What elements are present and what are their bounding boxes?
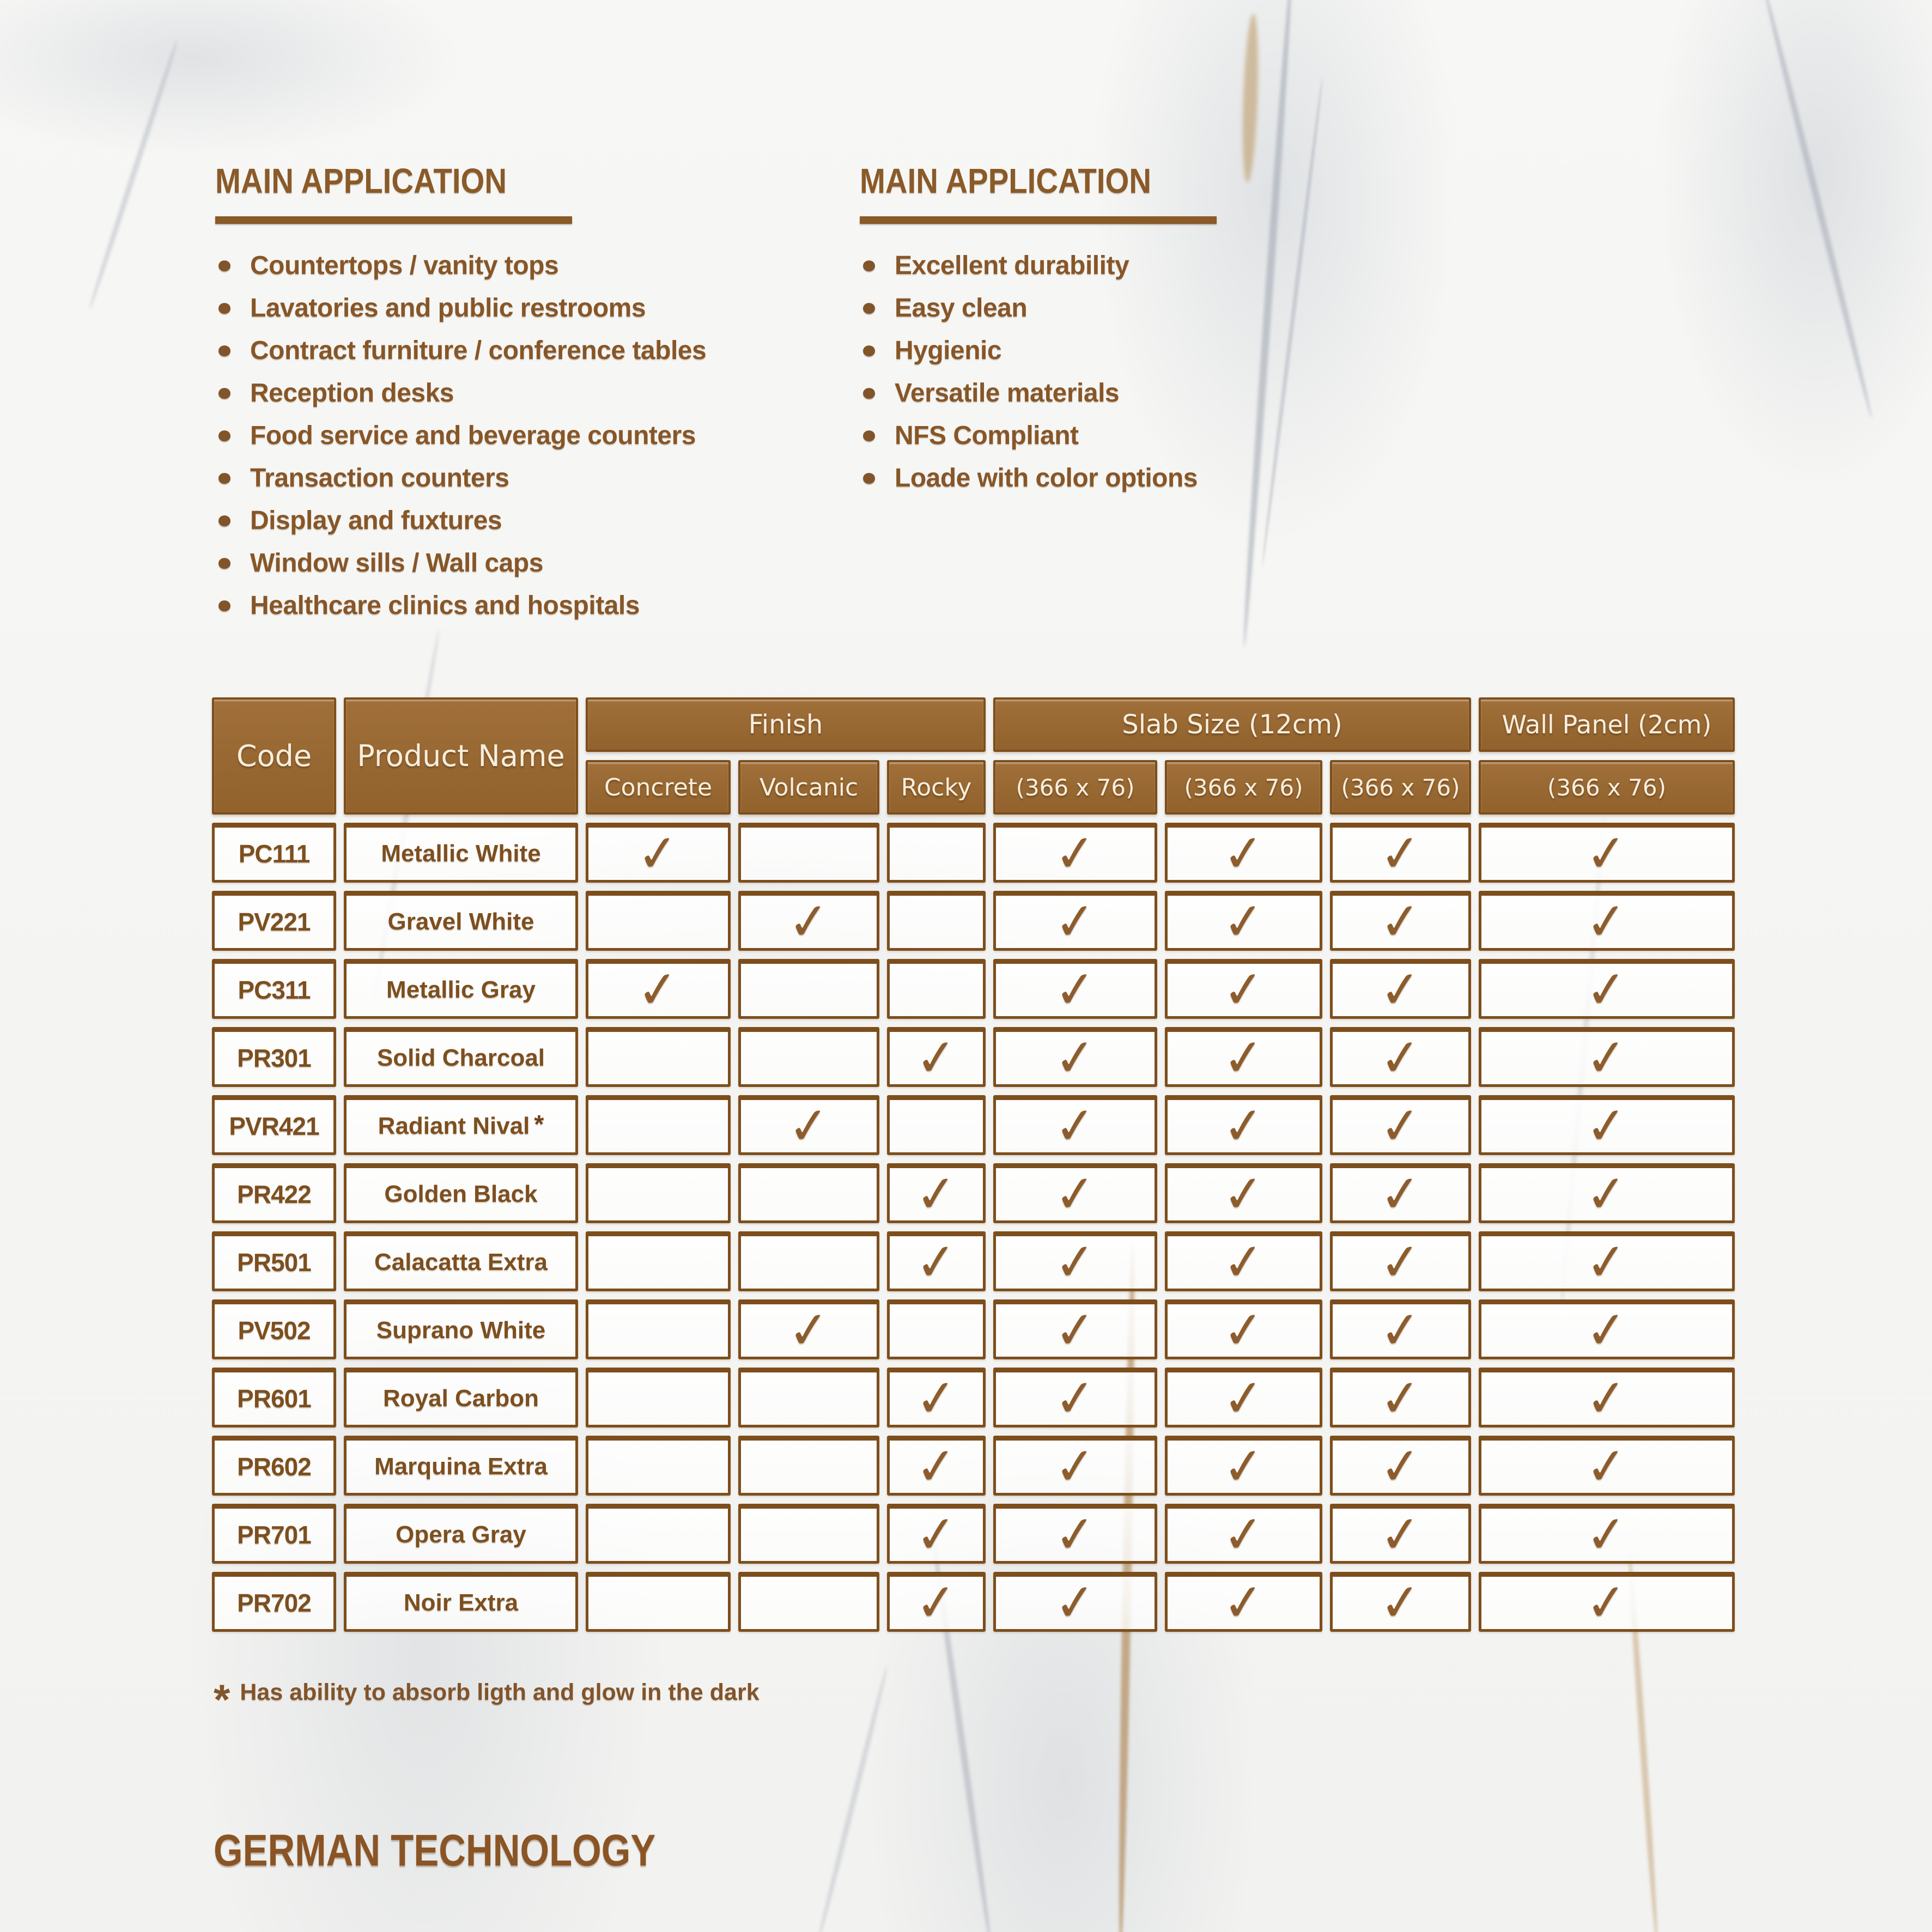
checkmark-icon: ✓ bbox=[1052, 1163, 1099, 1225]
checkmark-icon: ✓ bbox=[1377, 890, 1424, 953]
checkmark-icon: ✓ bbox=[1583, 1571, 1631, 1634]
check-cell-slab-3 bbox=[1330, 1027, 1471, 1087]
checkmark-icon: ✓ bbox=[1377, 958, 1424, 1021]
check-cell-slab-3 bbox=[1330, 1572, 1471, 1632]
check-cell-rocky bbox=[887, 1299, 986, 1359]
left-panel-title: MAIN APPLICATION bbox=[215, 161, 507, 201]
bullet-dot-icon bbox=[863, 430, 875, 441]
application-list-item bbox=[860, 422, 1486, 449]
checkmark-icon: ✓ bbox=[1583, 1503, 1631, 1566]
check-cell-volcanic bbox=[738, 1299, 879, 1362]
bullet-dot-icon bbox=[218, 303, 230, 314]
check-cell-wall-panel bbox=[1479, 823, 1735, 883]
right-application-list bbox=[860, 252, 1486, 491]
check-cell-wall-panel bbox=[1479, 1027, 1735, 1087]
check-cell-wall-panel bbox=[1479, 1299, 1735, 1362]
checkmark-icon: ✓ bbox=[1583, 1026, 1631, 1089]
check-cell-rocky bbox=[887, 1027, 986, 1087]
checkmark-icon: ✓ bbox=[1052, 1231, 1099, 1293]
checkmark-icon: ✓ bbox=[1583, 1435, 1631, 1498]
column-header-volcanic: Volcanic bbox=[738, 760, 879, 815]
check-cell-slab-1 bbox=[993, 959, 1157, 1019]
check-cell-slab-1 bbox=[993, 1163, 1157, 1223]
check-cell-volcanic bbox=[738, 1027, 879, 1087]
check-cell-wall-panel bbox=[1479, 1504, 1735, 1564]
check-cell-concrete bbox=[586, 891, 731, 951]
product-code-cell: PR422 bbox=[212, 1163, 336, 1223]
check-cell-slab-3 bbox=[1330, 891, 1471, 951]
checkmark-icon: ✓ bbox=[1377, 1299, 1424, 1362]
checkmark-icon: ✓ bbox=[1220, 1367, 1267, 1430]
application-list-item bbox=[860, 465, 1486, 491]
check-cell-volcanic bbox=[738, 1095, 879, 1155]
product-code-cell: PR701 bbox=[212, 1504, 336, 1564]
checkmark-icon: ✓ bbox=[1220, 1231, 1267, 1293]
check-cell-slab-2 bbox=[1165, 1436, 1322, 1496]
application-list-item bbox=[215, 592, 842, 619]
checkmark-icon: ✓ bbox=[1377, 1095, 1424, 1157]
check-cell-rocky bbox=[887, 959, 986, 1019]
product-code-cell: PR602 bbox=[212, 1436, 336, 1496]
checkmark-icon: ✓ bbox=[913, 1367, 960, 1430]
checkmark-icon: ✓ bbox=[1220, 1095, 1267, 1157]
check-cell-slab-3 bbox=[1330, 1231, 1471, 1291]
check-cell-concrete bbox=[586, 823, 731, 883]
checkmark-icon: ✓ bbox=[1583, 958, 1631, 1021]
checkmark-icon: ✓ bbox=[1583, 822, 1631, 885]
check-cell-concrete bbox=[586, 1163, 731, 1223]
bullet-dot-icon bbox=[218, 388, 230, 399]
check-cell-slab-2 bbox=[1165, 959, 1322, 1019]
bullet-dot-icon bbox=[863, 260, 875, 271]
bullet-dot-icon bbox=[863, 473, 875, 484]
checkmark-icon: ✓ bbox=[1377, 1163, 1424, 1225]
bullet-dot-icon bbox=[863, 345, 875, 356]
product-name-cell: Metallic White bbox=[344, 823, 578, 883]
application-list-item bbox=[215, 252, 842, 279]
checkmark-icon: ✓ bbox=[1052, 822, 1099, 885]
footer-title: GERMAN TECHNOLOGY bbox=[214, 1826, 656, 1875]
check-cell-concrete bbox=[586, 1027, 731, 1087]
checkmark-icon: ✓ bbox=[1220, 1026, 1267, 1089]
check-cell-wall-panel bbox=[1479, 1436, 1735, 1496]
application-list-item bbox=[215, 422, 842, 449]
column-header-product-name: Product Name bbox=[344, 697, 578, 815]
checkmark-icon: ✓ bbox=[1377, 1367, 1424, 1430]
application-item-label: Reception desks bbox=[250, 379, 454, 408]
product-name-cell: Suprano White bbox=[344, 1299, 578, 1359]
checkmark-icon: ✓ bbox=[1220, 1503, 1267, 1566]
check-cell-concrete bbox=[586, 959, 731, 1019]
product-code-cell: PV502 bbox=[212, 1299, 336, 1359]
column-header-wall-size: (366 x 76) bbox=[1479, 760, 1735, 815]
application-list-item bbox=[860, 337, 1486, 364]
application-item-label: Healthcare clinics and hospitals bbox=[250, 591, 640, 620]
application-item-label: Countertops / vanity tops bbox=[250, 251, 559, 280]
product-name-cell: Calacatta Extra bbox=[344, 1231, 578, 1291]
checkmark-icon: ✓ bbox=[1052, 1367, 1099, 1430]
check-cell-wall-panel bbox=[1479, 1095, 1735, 1155]
check-cell-slab-2 bbox=[1165, 1027, 1322, 1087]
check-cell-volcanic bbox=[738, 1368, 879, 1427]
checkmark-icon: ✓ bbox=[1220, 1435, 1267, 1498]
column-header-rocky: Rocky bbox=[887, 760, 986, 815]
column-header-code: Code bbox=[212, 697, 336, 815]
check-cell-slab-2 bbox=[1165, 1367, 1322, 1430]
bullet-dot-icon bbox=[218, 515, 230, 526]
check-cell-slab-2 bbox=[1165, 1299, 1322, 1362]
checkmark-icon: ✓ bbox=[1220, 890, 1267, 953]
column-header-slab-size-1: (366 x 76) bbox=[993, 760, 1157, 815]
checkmark-icon: ✓ bbox=[1377, 1503, 1424, 1566]
product-code-cell: PC311 bbox=[212, 959, 336, 1019]
check-cell-wall-panel bbox=[1479, 891, 1735, 951]
marble-vein bbox=[816, 1666, 890, 1932]
checkmark-icon: ✓ bbox=[913, 1435, 960, 1498]
product-table bbox=[212, 697, 1735, 1632]
bullet-dot-icon bbox=[218, 260, 230, 271]
product-code-cell: PR702 bbox=[212, 1572, 336, 1632]
check-cell-wall-panel bbox=[1479, 959, 1735, 1019]
application-item-label: NFS Compliant bbox=[895, 421, 1079, 450]
checkmark-icon: ✓ bbox=[1220, 822, 1267, 885]
checkmark-icon: ✓ bbox=[785, 1095, 833, 1157]
application-list-item bbox=[215, 337, 842, 364]
checkmark-icon: ✓ bbox=[1220, 1571, 1267, 1634]
check-cell-rocky bbox=[887, 1436, 986, 1496]
product-name-cell: Golden Black bbox=[344, 1163, 578, 1223]
check-cell-concrete bbox=[586, 1436, 731, 1496]
checkmark-icon: ✓ bbox=[1583, 1231, 1631, 1293]
checkmark-icon: ✓ bbox=[785, 890, 833, 953]
application-list-item bbox=[860, 295, 1486, 321]
check-cell-slab-2 bbox=[1165, 823, 1322, 883]
marble-vein bbox=[1241, 14, 1261, 183]
check-cell-slab-1 bbox=[993, 1027, 1157, 1087]
check-cell-wall-panel bbox=[1479, 1572, 1735, 1632]
checkmark-icon: ✓ bbox=[1220, 958, 1267, 1021]
application-item-label: Display and fuxtures bbox=[250, 506, 502, 535]
check-cell-slab-2 bbox=[1165, 1504, 1322, 1564]
check-cell-slab-3 bbox=[1330, 1436, 1471, 1496]
checkmark-icon: ✓ bbox=[1052, 1435, 1099, 1498]
check-cell-slab-3 bbox=[1330, 1163, 1471, 1223]
checkmark-icon: ✓ bbox=[1052, 1503, 1099, 1566]
checkmark-icon: ✓ bbox=[1220, 1299, 1267, 1362]
product-name-cell: Marquina Extra bbox=[344, 1436, 578, 1496]
checkmark-icon: ✓ bbox=[1220, 1163, 1267, 1225]
check-cell-volcanic bbox=[738, 1504, 879, 1564]
check-cell-wall-panel bbox=[1479, 1367, 1735, 1430]
check-cell-volcanic bbox=[738, 959, 879, 1019]
column-group-finish: Finish bbox=[586, 697, 986, 752]
checkmark-icon: ✓ bbox=[1052, 1026, 1099, 1089]
bullet-dot-icon bbox=[218, 600, 230, 611]
checkmark-icon: ✓ bbox=[1052, 1095, 1099, 1157]
checkmark-icon: ✓ bbox=[1377, 1571, 1424, 1634]
product-code-cell: PR301 bbox=[212, 1027, 336, 1087]
bullet-dot-icon bbox=[218, 558, 230, 569]
bullet-dot-icon bbox=[218, 345, 230, 356]
check-cell-slab-2 bbox=[1165, 1231, 1322, 1291]
product-code-cell: PVR421 bbox=[212, 1095, 336, 1155]
application-item-label: Window sills / Wall caps bbox=[250, 549, 543, 578]
check-cell-wall-panel bbox=[1479, 1231, 1735, 1291]
application-list-item bbox=[215, 507, 842, 534]
check-cell-slab-2 bbox=[1165, 1572, 1322, 1632]
check-cell-concrete bbox=[586, 1231, 731, 1291]
bullet-dot-icon bbox=[218, 430, 230, 441]
product-name-cell: Gravel White bbox=[344, 891, 578, 951]
check-cell-rocky bbox=[887, 1231, 986, 1291]
checkmark-icon: ✓ bbox=[1052, 1299, 1099, 1362]
check-cell-slab-3 bbox=[1330, 1095, 1471, 1155]
check-cell-rocky bbox=[887, 1572, 986, 1632]
checkmark-icon: ✓ bbox=[1583, 1095, 1631, 1157]
check-cell-slab-2 bbox=[1165, 1163, 1322, 1223]
check-cell-rocky bbox=[887, 1095, 986, 1155]
column-header-slab-size-3: (366 x 76) bbox=[1330, 760, 1471, 815]
application-list-item bbox=[215, 465, 842, 491]
check-cell-slab-2 bbox=[1165, 1095, 1322, 1155]
application-list-item bbox=[860, 252, 1486, 279]
check-cell-slab-3 bbox=[1330, 959, 1471, 1019]
marble-vein bbox=[1760, 0, 1875, 419]
product-code-cell: PV221 bbox=[212, 891, 336, 951]
check-cell-concrete bbox=[586, 1368, 731, 1427]
bullet-dot-icon bbox=[218, 473, 230, 484]
application-item-label: Versatile materials bbox=[895, 379, 1120, 408]
check-cell-slab-3 bbox=[1330, 1299, 1471, 1362]
left-title-underline bbox=[215, 216, 572, 224]
product-name-cell: Metallic Gray bbox=[344, 959, 578, 1019]
checkmark-icon: ✓ bbox=[785, 1299, 833, 1362]
check-cell-slab-1 bbox=[993, 891, 1157, 951]
product-code-cell: PR501 bbox=[212, 1231, 336, 1291]
product-name-cell: Noir Extra bbox=[344, 1572, 578, 1632]
application-item-label: Transaction counters bbox=[250, 464, 509, 493]
check-cell-slab-1 bbox=[993, 1299, 1157, 1362]
checkmark-icon: ✓ bbox=[1377, 1026, 1424, 1089]
checkmark-icon: ✓ bbox=[1052, 1571, 1099, 1634]
check-cell-slab-2 bbox=[1165, 891, 1322, 951]
check-cell-rocky bbox=[887, 891, 986, 951]
check-cell-concrete bbox=[586, 1299, 731, 1359]
product-name-cell: Solid Charcoal bbox=[344, 1027, 578, 1087]
application-item-label: Contract furniture / conference tables bbox=[250, 336, 707, 365]
checkmark-icon: ✓ bbox=[1052, 890, 1099, 953]
checkmark-icon: ✓ bbox=[913, 1163, 960, 1225]
product-code-cell: PC111 bbox=[212, 823, 336, 883]
column-group-slab-size: Slab Size (12cm) bbox=[993, 697, 1471, 752]
footnote: * Has ability to absorb ligth and glow in the dark bbox=[214, 1675, 760, 1723]
footnote-text: Has ability to absorb ligth and glow in the dark bbox=[240, 1679, 760, 1705]
application-item-label: Loade with color options bbox=[895, 464, 1198, 493]
column-header-slab-size-2: (366 x 76) bbox=[1165, 760, 1322, 815]
check-cell-slab-1 bbox=[993, 1572, 1157, 1632]
check-cell-slab-1 bbox=[993, 1367, 1157, 1430]
check-cell-wall-panel bbox=[1479, 1163, 1735, 1223]
checkmark-icon: ✓ bbox=[913, 1231, 960, 1293]
application-item-label: Excellent durability bbox=[895, 251, 1129, 280]
column-group-wall-panel: Wall Panel (2cm) bbox=[1479, 697, 1735, 752]
application-list-item bbox=[215, 380, 842, 406]
product-name-cell: Opera Gray bbox=[344, 1504, 578, 1564]
check-cell-slab-3 bbox=[1330, 1367, 1471, 1430]
product-name-cell: Radiant Nival * bbox=[344, 1095, 578, 1155]
applications-panel-right bbox=[860, 161, 1486, 507]
checkmark-icon: ✓ bbox=[1583, 1163, 1631, 1225]
checkmark-icon: ✓ bbox=[634, 958, 682, 1021]
checkmark-icon: ✓ bbox=[913, 1503, 960, 1566]
check-cell-volcanic bbox=[738, 1163, 879, 1223]
check-cell-concrete bbox=[586, 1572, 731, 1632]
check-cell-slab-1 bbox=[993, 1231, 1157, 1291]
application-item-label: Food service and beverage counters bbox=[250, 421, 696, 450]
right-title-underline bbox=[860, 216, 1217, 224]
product-name-cell: Royal Carbon bbox=[344, 1368, 578, 1427]
checkmark-icon: ✓ bbox=[1377, 1231, 1424, 1293]
marble-vein bbox=[87, 39, 180, 310]
checkmark-icon: ✓ bbox=[1583, 1367, 1631, 1430]
application-list-item bbox=[215, 550, 842, 576]
check-cell-volcanic bbox=[738, 1231, 879, 1291]
check-cell-volcanic bbox=[738, 1572, 879, 1632]
checkmark-icon: ✓ bbox=[634, 822, 682, 885]
left-application-list bbox=[215, 252, 842, 619]
check-cell-concrete bbox=[586, 1504, 731, 1564]
check-cell-volcanic bbox=[738, 1436, 879, 1496]
checkmark-icon: ✓ bbox=[913, 1026, 960, 1089]
check-cell-slab-3 bbox=[1330, 1504, 1471, 1564]
product-code-cell: PR601 bbox=[212, 1368, 336, 1427]
checkmark-icon: ✓ bbox=[1583, 1299, 1631, 1362]
bullet-dot-icon bbox=[863, 388, 875, 399]
column-header-concrete: Concrete bbox=[586, 760, 731, 815]
bullet-dot-icon bbox=[863, 303, 875, 314]
check-cell-rocky bbox=[887, 1163, 986, 1223]
check-cell-slab-1 bbox=[993, 1095, 1157, 1155]
check-cell-concrete bbox=[586, 1095, 731, 1155]
check-cell-rocky bbox=[887, 1367, 986, 1430]
check-cell-slab-1 bbox=[993, 823, 1157, 883]
checkmark-icon: ✓ bbox=[1583, 890, 1631, 953]
check-cell-slab-1 bbox=[993, 1436, 1157, 1496]
check-cell-slab-3 bbox=[1330, 823, 1471, 883]
glow-asterisk-icon: * bbox=[534, 1110, 544, 1138]
application-list-item bbox=[860, 380, 1486, 406]
application-item-label: Hygienic bbox=[895, 336, 1002, 365]
checkmark-icon: ✓ bbox=[1377, 822, 1424, 885]
check-cell-rocky bbox=[887, 1504, 986, 1564]
right-panel-title: MAIN APPLICATION bbox=[860, 161, 1152, 201]
check-cell-rocky bbox=[887, 823, 986, 883]
applications-panel-left bbox=[215, 161, 842, 635]
application-item-label: Easy clean bbox=[895, 294, 1028, 323]
check-cell-volcanic bbox=[738, 891, 879, 951]
application-list-item bbox=[215, 295, 842, 321]
checkmark-icon: ✓ bbox=[1377, 1435, 1424, 1498]
application-item-label: Lavatories and public restrooms bbox=[250, 294, 646, 323]
check-cell-slab-1 bbox=[993, 1504, 1157, 1564]
checkmark-icon: ✓ bbox=[1052, 958, 1099, 1021]
checkmark-icon: ✓ bbox=[913, 1571, 960, 1634]
check-cell-volcanic bbox=[738, 823, 879, 883]
